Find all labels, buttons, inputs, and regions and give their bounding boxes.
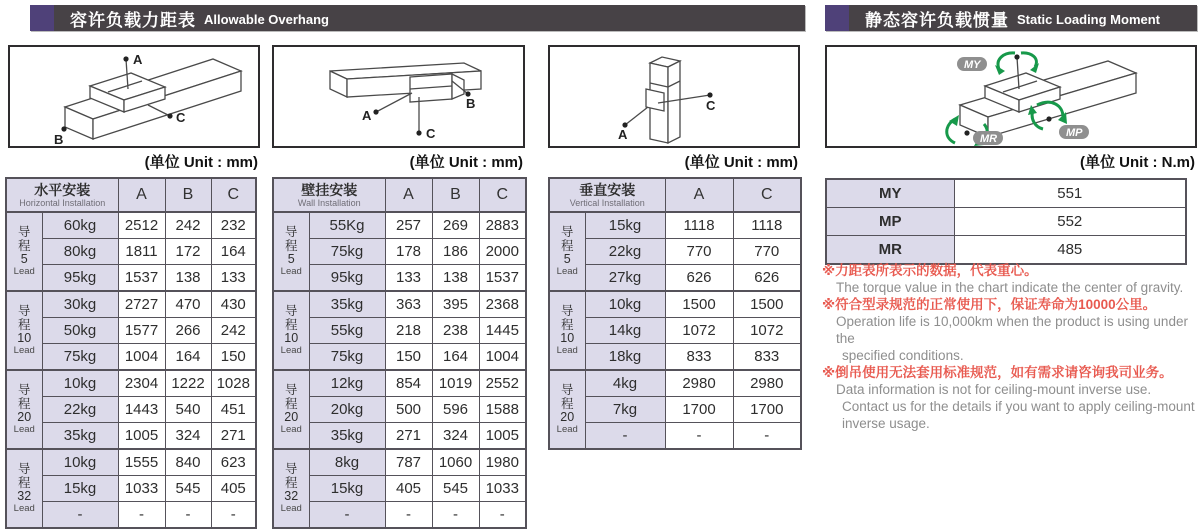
- value-cell: 1019: [432, 370, 479, 397]
- load-cell: 4kg: [585, 370, 665, 397]
- section-title-en: Static Loading Moment: [1017, 11, 1160, 27]
- column-header-c: C: [479, 178, 526, 212]
- table-row: [6, 239, 256, 265]
- note-en: specified conditions.: [842, 348, 964, 363]
- value-cell: 2512: [118, 212, 165, 239]
- note-cn: ※符合型录规范的正常使用下，保证寿命为10000公里。: [822, 297, 1157, 312]
- value-cell: -: [479, 502, 526, 529]
- point-c-label: C: [706, 98, 716, 113]
- lead-en: Lead: [556, 266, 578, 278]
- point-a-dot: [123, 56, 128, 61]
- column-header-b: B: [165, 178, 211, 212]
- value-cell: 218: [385, 318, 432, 344]
- value-cell: 1980: [479, 449, 526, 476]
- value-cell: 164: [211, 239, 256, 265]
- lead-num: 32: [284, 489, 299, 504]
- table-title-cn: 壁挂安装: [301, 181, 358, 198]
- lead-cn: 导程: [17, 304, 31, 333]
- column-header-a: A: [665, 178, 733, 212]
- value-cell: 1033: [118, 476, 165, 502]
- lead-group-cell: [6, 212, 42, 291]
- load-cell: 20kg: [309, 397, 385, 423]
- lead-num: 5: [20, 252, 28, 267]
- lead-cn: 导程: [560, 304, 574, 333]
- load-cell: 27kg: [585, 265, 665, 292]
- table-row: [549, 344, 801, 371]
- point-b-dot: [61, 126, 66, 131]
- section-title-cn: 容许负载力距表: [70, 10, 196, 30]
- load-cell: 15kg: [585, 212, 665, 239]
- load-cell: -: [42, 502, 118, 529]
- unit-label-nm: (单位 Unit : N.m): [1080, 154, 1195, 171]
- lead-en: Lead: [556, 345, 578, 357]
- value-cell: 470: [165, 291, 211, 318]
- note-en: inverse usage.: [842, 416, 930, 431]
- value-cell: 186: [432, 239, 479, 265]
- load-cell: 8kg: [309, 449, 385, 476]
- note-cn: ※力距表所表示的数据，代表重心。: [822, 263, 1038, 278]
- point-c-dot: [416, 130, 421, 135]
- table-row: [549, 423, 801, 450]
- value-cell: 405: [385, 476, 432, 502]
- table-row: [273, 265, 526, 292]
- lead-cn: 导程: [284, 383, 298, 412]
- value-cell: 833: [665, 344, 733, 371]
- load-cell: 35kg: [42, 423, 118, 450]
- column-header-a: A: [118, 178, 165, 212]
- section-title-cn: 静态容许负载惯量: [865, 10, 1009, 30]
- table-title-cn: 垂直安装: [579, 181, 636, 198]
- load-cell: 60kg: [42, 212, 118, 239]
- lead-cn: 导程: [17, 383, 31, 412]
- column-header-c: C: [211, 178, 256, 212]
- table-row: [273, 370, 526, 397]
- value-cell: 545: [165, 476, 211, 502]
- value-cell: 395: [432, 291, 479, 318]
- point-b-label: B: [54, 132, 64, 146]
- column-header-a: A: [385, 178, 432, 212]
- unit-label-mm-2: (单位 Unit : mm): [409, 154, 523, 171]
- load-cell: 35kg: [309, 291, 385, 318]
- wall-installation-table: [272, 177, 527, 529]
- table-row: [273, 476, 526, 502]
- value-cell: 1005: [479, 423, 526, 450]
- value-cell: 1500: [733, 291, 801, 318]
- wall-installation-diagram: [272, 45, 525, 148]
- table-row: [6, 423, 256, 450]
- value-cell: 1500: [665, 291, 733, 318]
- lead-cn: 导程: [284, 304, 298, 333]
- lead-en: Lead: [556, 424, 578, 436]
- lead-cn: 导程: [560, 225, 574, 254]
- lead-en: Lead: [280, 503, 302, 515]
- lead-group-cell: [6, 370, 42, 449]
- value-cell: 1537: [479, 265, 526, 292]
- point-c-label: C: [426, 126, 436, 141]
- lead-num: 5: [287, 252, 295, 267]
- value-cell: 363: [385, 291, 432, 318]
- table-row: [549, 397, 801, 423]
- lead-en: Lead: [13, 345, 35, 357]
- lead-group-cell: [273, 370, 309, 449]
- moment-label-mr: MR: [826, 236, 954, 265]
- value-cell: 451: [211, 397, 256, 423]
- lead-en: Lead: [13, 266, 35, 278]
- value-cell: 164: [432, 344, 479, 371]
- lead-cn: 导程: [17, 225, 31, 254]
- table-title-en: Vertical Installation: [569, 197, 645, 208]
- lead-group-cell: [273, 212, 309, 291]
- load-cell: 30kg: [42, 291, 118, 318]
- table-row: [549, 239, 801, 265]
- load-cell: 12kg: [309, 370, 385, 397]
- load-cell: 10kg: [42, 370, 118, 397]
- table-row: [6, 344, 256, 371]
- vertical-installation-table: [548, 177, 802, 450]
- value-cell: 257: [385, 212, 432, 239]
- value-cell: 150: [385, 344, 432, 371]
- point-c-label: C: [176, 110, 186, 125]
- value-cell: 2368: [479, 291, 526, 318]
- point-c-dot: [167, 113, 172, 118]
- value-cell: 405: [211, 476, 256, 502]
- table-row: [273, 344, 526, 371]
- load-cell: 35kg: [309, 423, 385, 450]
- note-en: Contact us for the details if you want to apply ceiling-mount: [842, 399, 1195, 414]
- value-cell: 596: [432, 397, 479, 423]
- load-cell: 22kg: [585, 239, 665, 265]
- lead-cn: 导程: [560, 383, 574, 412]
- value-cell: 1588: [479, 397, 526, 423]
- section-header-overhang: [30, 5, 805, 31]
- value-cell: 1072: [733, 318, 801, 344]
- moment-value-my: 551: [954, 179, 1186, 208]
- lead-num: 20: [560, 410, 575, 425]
- lead-num: 5: [563, 252, 571, 267]
- value-cell: -: [211, 502, 256, 529]
- moment-label-mp: MP: [826, 208, 954, 236]
- table-row: [273, 318, 526, 344]
- value-cell: 324: [432, 423, 479, 450]
- value-cell: 840: [165, 449, 211, 476]
- point-a-label: A: [362, 108, 372, 123]
- value-cell: 1060: [432, 449, 479, 476]
- value-cell: 178: [385, 239, 432, 265]
- notes-block: [822, 262, 1200, 432]
- value-cell: 1004: [118, 344, 165, 371]
- value-cell: 1033: [479, 476, 526, 502]
- value-cell: 1700: [665, 397, 733, 423]
- value-cell: 540: [165, 397, 211, 423]
- load-cell: -: [585, 423, 665, 450]
- value-cell: 626: [665, 265, 733, 292]
- value-cell: 164: [165, 344, 211, 371]
- note-en: Operation life is 10,000km when the product is using under the: [836, 314, 1188, 346]
- value-cell: 1118: [733, 212, 801, 239]
- value-cell: 2980: [733, 370, 801, 397]
- horizontal-installation-table: [5, 177, 257, 529]
- table-row: [273, 423, 526, 450]
- lead-group-cell: [6, 291, 42, 370]
- section-header-moment: [825, 5, 1197, 31]
- section-title-en: Allowable Overhang: [204, 11, 329, 27]
- value-cell: 545: [432, 476, 479, 502]
- table-row: [549, 265, 801, 292]
- table-row: [549, 212, 801, 239]
- lead-group-cell: [549, 370, 585, 449]
- note-en: Data information is not for ceiling-mount inverse use.: [836, 382, 1152, 397]
- header-bar: [54, 5, 805, 31]
- value-cell: 2727: [118, 291, 165, 318]
- value-cell: -: [665, 423, 733, 450]
- table-row: [6, 502, 256, 529]
- table-row: [6, 397, 256, 423]
- value-cell: 854: [385, 370, 432, 397]
- table-header-row: [273, 178, 526, 212]
- value-cell: 324: [165, 423, 211, 450]
- value-cell: 2304: [118, 370, 165, 397]
- value-cell: 1700: [733, 397, 801, 423]
- load-cell: 95kg: [42, 265, 118, 292]
- table-row: [6, 291, 256, 318]
- lead-num: 10: [560, 331, 575, 346]
- lead-cn: 导程: [284, 462, 298, 491]
- value-cell: 172: [165, 239, 211, 265]
- load-cell: 95kg: [309, 265, 385, 292]
- value-cell: 2980: [665, 370, 733, 397]
- my-label: MY: [964, 59, 981, 71]
- table-row: [826, 179, 1186, 208]
- load-cell: 14kg: [585, 318, 665, 344]
- value-cell: 1555: [118, 449, 165, 476]
- mr-label: MR: [980, 133, 998, 145]
- table-row: [549, 370, 801, 397]
- value-cell: 232: [211, 212, 256, 239]
- load-cell: 50kg: [42, 318, 118, 344]
- table-title-cell: [273, 178, 385, 212]
- load-cell: 15kg: [42, 476, 118, 502]
- horizontal-installation-diagram: [8, 45, 260, 148]
- point-a-dot: [373, 109, 378, 114]
- table-row: [549, 291, 801, 318]
- value-cell: 1811: [118, 239, 165, 265]
- load-cell: 7kg: [585, 397, 665, 423]
- value-cell: 1004: [479, 344, 526, 371]
- lead-en: Lead: [13, 424, 35, 436]
- table-row: [273, 291, 526, 318]
- moment-diagram-art: [827, 47, 1195, 146]
- lead-group-cell: [273, 449, 309, 528]
- value-cell: 1222: [165, 370, 211, 397]
- value-cell: 2883: [479, 212, 526, 239]
- point-c-dot: [707, 92, 712, 97]
- note-cn: ※倒吊使用无法套用标准规范，如有需求请咨询我司业务。: [822, 365, 1173, 380]
- value-cell: 133: [211, 265, 256, 292]
- value-cell: 500: [385, 397, 432, 423]
- load-cell: 55kg: [309, 318, 385, 344]
- value-cell: 623: [211, 449, 256, 476]
- value-cell: 2000: [479, 239, 526, 265]
- table-row: [273, 212, 526, 239]
- load-cell: 18kg: [585, 344, 665, 371]
- lead-group-cell: [273, 291, 309, 370]
- value-cell: 1537: [118, 265, 165, 292]
- lead-cn: 导程: [17, 462, 31, 491]
- wall-diagram-art: [274, 47, 523, 146]
- load-cell: 75kg: [309, 344, 385, 371]
- value-cell: 430: [211, 291, 256, 318]
- unit-label-mm-3: (单位 Unit : mm): [684, 154, 798, 171]
- value-cell: 1072: [665, 318, 733, 344]
- value-cell: 271: [385, 423, 432, 450]
- table-title-cell: [549, 178, 665, 212]
- header-bar: [849, 5, 1197, 31]
- lead-en: Lead: [280, 266, 302, 278]
- point-a-label: A: [133, 52, 143, 67]
- vertical-diagram-art: [550, 47, 798, 146]
- value-cell: 770: [665, 239, 733, 265]
- vertical-installation-diagram: [548, 45, 800, 148]
- load-cell: 10kg: [585, 291, 665, 318]
- moment-diagram: [825, 45, 1197, 148]
- load-cell: 75kg: [309, 239, 385, 265]
- value-cell: -: [733, 423, 801, 450]
- static-loading-moment-table: [825, 178, 1187, 265]
- load-cell: 55Kg: [309, 212, 385, 239]
- value-cell: 1118: [665, 212, 733, 239]
- lead-num: 20: [284, 410, 299, 425]
- value-cell: -: [165, 502, 211, 529]
- lead-num: 10: [284, 331, 299, 346]
- load-cell: 22kg: [42, 397, 118, 423]
- table-title-cell: [6, 178, 118, 212]
- lead-num: 20: [17, 410, 32, 425]
- value-cell: 150: [211, 344, 256, 371]
- table-row: [549, 318, 801, 344]
- value-cell: 770: [733, 239, 801, 265]
- lead-group-cell: [549, 212, 585, 291]
- value-cell: 1445: [479, 318, 526, 344]
- value-cell: 138: [432, 265, 479, 292]
- value-cell: 1005: [118, 423, 165, 450]
- value-cell: 138: [165, 265, 211, 292]
- lead-group-cell: [549, 291, 585, 370]
- column-header-b: B: [432, 178, 479, 212]
- lead-en: Lead: [280, 345, 302, 357]
- value-cell: 242: [165, 212, 211, 239]
- value-cell: 271: [211, 423, 256, 450]
- table-row: [273, 239, 526, 265]
- table-row: [826, 208, 1186, 236]
- unit-label-mm-1: (单位 Unit : mm): [144, 154, 258, 171]
- lead-en: Lead: [280, 424, 302, 436]
- table-row: [273, 449, 526, 476]
- value-cell: 1577: [118, 318, 165, 344]
- table-title-cn: 水平安装: [34, 181, 91, 198]
- lead-num: 32: [17, 489, 32, 504]
- table-title-en: Wall Installation: [297, 197, 361, 208]
- value-cell: 133: [385, 265, 432, 292]
- value-cell: 1028: [211, 370, 256, 397]
- lead-cn: 导程: [284, 225, 298, 254]
- table-row: [6, 449, 256, 476]
- value-cell: -: [385, 502, 432, 529]
- lead-group-cell: [6, 449, 42, 528]
- table-row: [6, 212, 256, 239]
- table-row: [6, 318, 256, 344]
- table-row: [6, 265, 256, 292]
- header-accent-square: [30, 5, 54, 31]
- load-cell: 10kg: [42, 449, 118, 476]
- value-cell: 269: [432, 212, 479, 239]
- value-cell: 833: [733, 344, 801, 371]
- table-title-en: Horizontal Installation: [19, 197, 106, 208]
- value-cell: 242: [211, 318, 256, 344]
- note-en: The torque value in the chart indicate the center of gravity.: [836, 280, 1184, 295]
- lead-num: 10: [17, 331, 32, 346]
- value-cell: 2552: [479, 370, 526, 397]
- value-cell: -: [118, 502, 165, 529]
- moment-value-mp: 552: [954, 208, 1186, 236]
- load-cell: -: [309, 502, 385, 529]
- table-row: [273, 502, 526, 529]
- load-cell: 80kg: [42, 239, 118, 265]
- value-cell: 1443: [118, 397, 165, 423]
- table-header-row: [549, 178, 801, 212]
- table-row: [6, 476, 256, 502]
- header-accent-square: [825, 5, 849, 31]
- mp-label: MP: [1066, 127, 1083, 139]
- load-cell: 75kg: [42, 344, 118, 371]
- value-cell: 266: [165, 318, 211, 344]
- table-row: [826, 236, 1186, 265]
- table-row: [273, 397, 526, 423]
- point-b-label: B: [466, 96, 476, 111]
- point-a-label: A: [618, 127, 628, 142]
- value-cell: 238: [432, 318, 479, 344]
- moment-value-mr: 485: [954, 236, 1186, 265]
- horizontal-diagram-art: [10, 47, 258, 146]
- table-row: [6, 370, 256, 397]
- value-cell: 626: [733, 265, 801, 292]
- column-header-c: C: [733, 178, 801, 212]
- value-cell: -: [432, 502, 479, 529]
- moment-label-my: MY: [826, 179, 954, 208]
- lead-en: Lead: [13, 503, 35, 515]
- value-cell: 787: [385, 449, 432, 476]
- load-cell: 15kg: [309, 476, 385, 502]
- table-header-row: [6, 178, 256, 212]
